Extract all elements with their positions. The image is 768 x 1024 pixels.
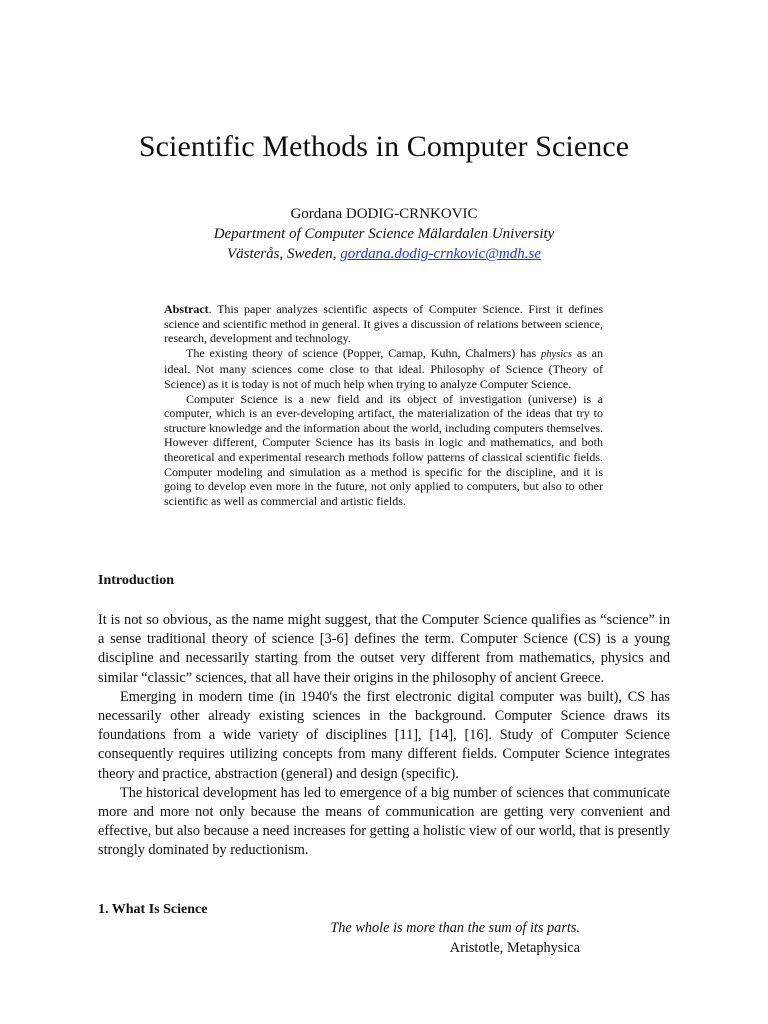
author-department: Department of Computer Science Mälardalen University <box>213 226 555 242</box>
abstract-p2-text-a: The existing theory of science (Popper, Carnap, Kuhn, Chalmers) has <box>186 345 542 360</box>
abstract-label: Abstract <box>164 302 209 316</box>
introduction-body <box>98 611 670 861</box>
author-email-link[interactable]: gordana.dodig-crnkovic@mdh.se <box>340 246 542 262</box>
intro-paragraph-2: Emerging in modern time (in 1940's the first electronic digital computer was built), CS has necessarily other already existing sciences in the background. Computer Science draws its foundations from a wide variety of disciplines [11], [14], [16]. Study of Computer Science consequently requires utilizing concepts from many different fields. Computer Science integrates theory and practice, abstraction (general) and design (specific). <box>98 688 670 782</box>
abstract <box>164 302 603 508</box>
author-name: Gordana DODIG-CRNKOVIC <box>290 206 478 222</box>
intro-paragraph-3: The historical development has led to emergence of a big number of sciences that communicate more and more not only because the means of communication are getting very convenient and effective, but also because a need increases for getting a holistic view of our world, that is presently strongly dominated by reductionism. <box>98 784 670 859</box>
section-1-heading: 1. What Is Science <box>98 902 208 917</box>
epigraph-source: Aristotle, Metaphysica <box>449 940 580 956</box>
author-block <box>0 204 768 264</box>
abstract-p1-text: . This paper analyzes scientific aspects of Computer Science. First it defines science and scientific method in general. It gives a discussion of relations between science, research, development and technology. <box>164 302 603 346</box>
author-location-line <box>0 244 768 264</box>
intro-paragraph-1: It is not so obvious, as the name might suggest, that the Computer Science qualifies as “science” in a sense traditional theory of science [3-6] defines the term. Computer Science (CS) is a young discipline and necessarily starting from the outset very different from mathematics, physics and similar “classic” sciences, that all have their origins in the philosophy of ancient Greece. <box>98 612 670 686</box>
author-location: Västerås, Sweden, <box>226 246 337 262</box>
introduction-heading: Introduction <box>98 573 174 588</box>
abstract-paragraph-2 <box>164 346 603 392</box>
abstract-paragraph-1 <box>164 302 603 346</box>
abstract-physics-term: physics <box>541 348 572 360</box>
epigraph-quote: The whole is more than the sum of its parts. <box>330 920 580 936</box>
abstract-p2-text-b: as an ideal. Not many sciences come close to that ideal. Philosophy of Science (Theory of Science) as it is today is not of much help when trying to analyze Computer Science. <box>164 345 603 391</box>
epigraph <box>300 918 580 958</box>
paper-title: Scientific Methods in Computer Science <box>138 130 630 163</box>
abstract-paragraph-3: Computer Science is a new field and its object of investigation (universe) is a computer, which is an ever-developing artifact, the materialization of the ideas that try to structure knowledge and the information about the world, including computers themselves. However different, Computer Science has its basis in logic and mathematics, and both theoretical and experimental research methods follow patterns of classical scientific fields. Computer modeling and simulation as a method is specific for the discipline, and it is going to develop even more in the future, not only applied to computers, but also to other scientific as well as commercial and artistic fields. <box>164 391 603 508</box>
